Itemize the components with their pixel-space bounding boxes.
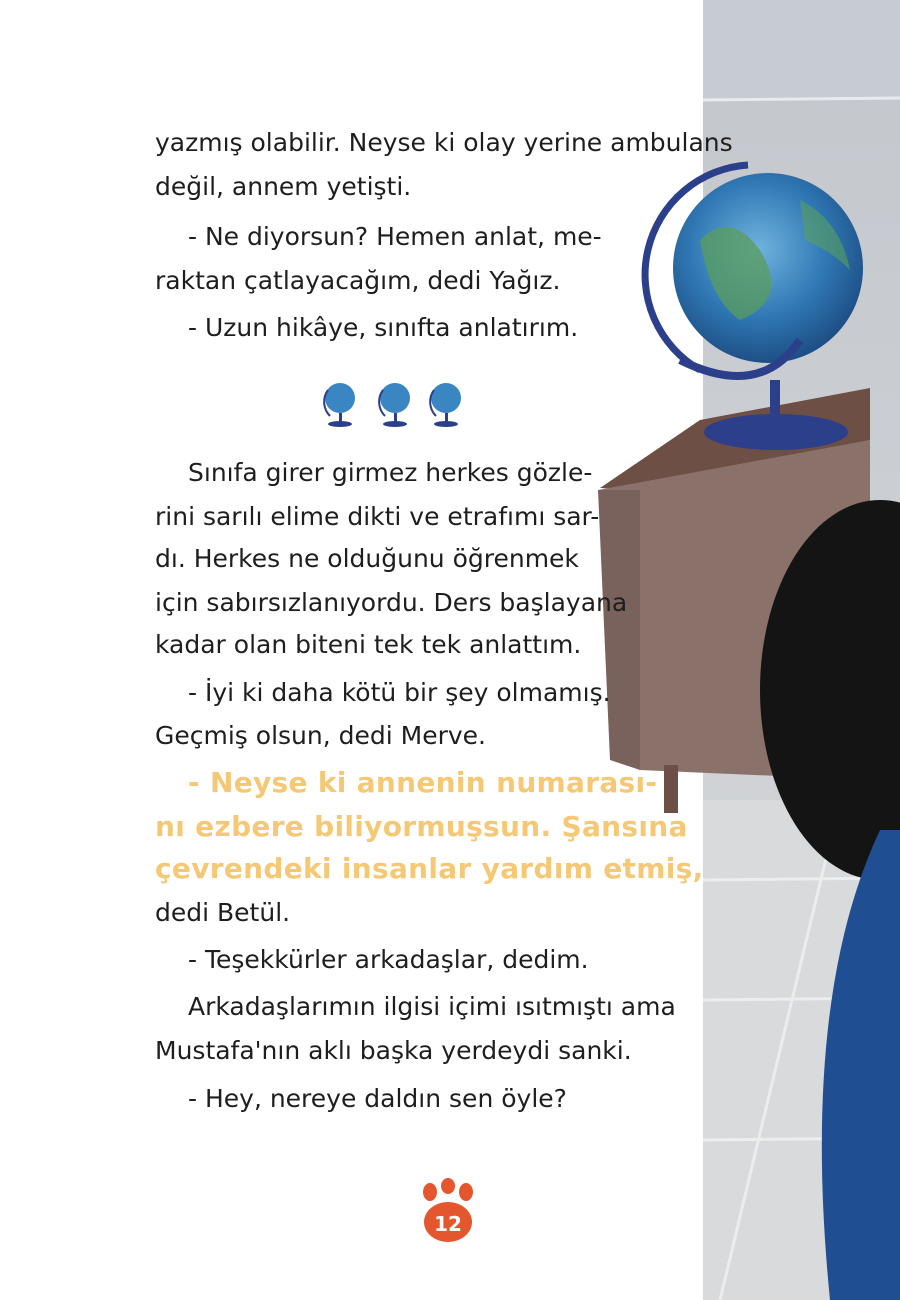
text-line: rini sarılı elime dikti ve etrafımı sar- (155, 502, 600, 531)
text-line: Arkadaşlarımın ilgisi içimi ısıtmıştı ama (188, 992, 676, 1021)
globe-icon (430, 383, 461, 427)
globe-divider (318, 378, 468, 430)
text-line: dı. Herkes ne olduğunu öğrenmek (155, 544, 579, 573)
text-line: için sabırsızlanıyordu. Ders başlayana (155, 588, 628, 617)
page-number-badge (418, 1178, 478, 1244)
text-line: Sınıfa girer girmez herkes gözle- (188, 458, 593, 487)
highlight-line: - Neyse ki annenin numarası- (188, 766, 658, 799)
text-line: - Hey, nereye daldın sen öyle? (188, 1084, 567, 1113)
page-number: 12 (434, 1212, 462, 1236)
globe-icon (324, 383, 355, 427)
text-line: Mustafa'nın aklı başka yerdeydi sanki. (155, 1036, 632, 1065)
highlight-line: çevrendeki insanlar yardım etmiş, (155, 852, 704, 885)
text-line: - Teşekkürler arkadaşlar, dedim. (188, 945, 589, 974)
text-line: raktan çatlayacağım, dedi Yağız. (155, 266, 561, 295)
text-line: dedi Betül. (155, 898, 291, 927)
text-line: Geçmiş olsun, dedi Merve. (155, 721, 486, 750)
text-line: - İyi ki daha kötü bir şey olmamış. (188, 678, 611, 707)
highlight-line: nı ezbere biliyormuşsun. Şansına (155, 810, 688, 843)
text-line: kadar olan biteni tek tek anlattım. (155, 630, 582, 659)
text-line: değil, annem yetişti. (155, 172, 412, 201)
text-line: yazmış olabilir. Neyse ki olay yerine ambulans (155, 128, 733, 157)
text-line: - Uzun hikâye, sınıfta anlatırım. (188, 313, 579, 342)
globe-icon (379, 383, 410, 427)
paw-icon (418, 1178, 478, 1244)
text-line: - Ne diyorsun? Hemen anlat, me- (188, 222, 602, 251)
